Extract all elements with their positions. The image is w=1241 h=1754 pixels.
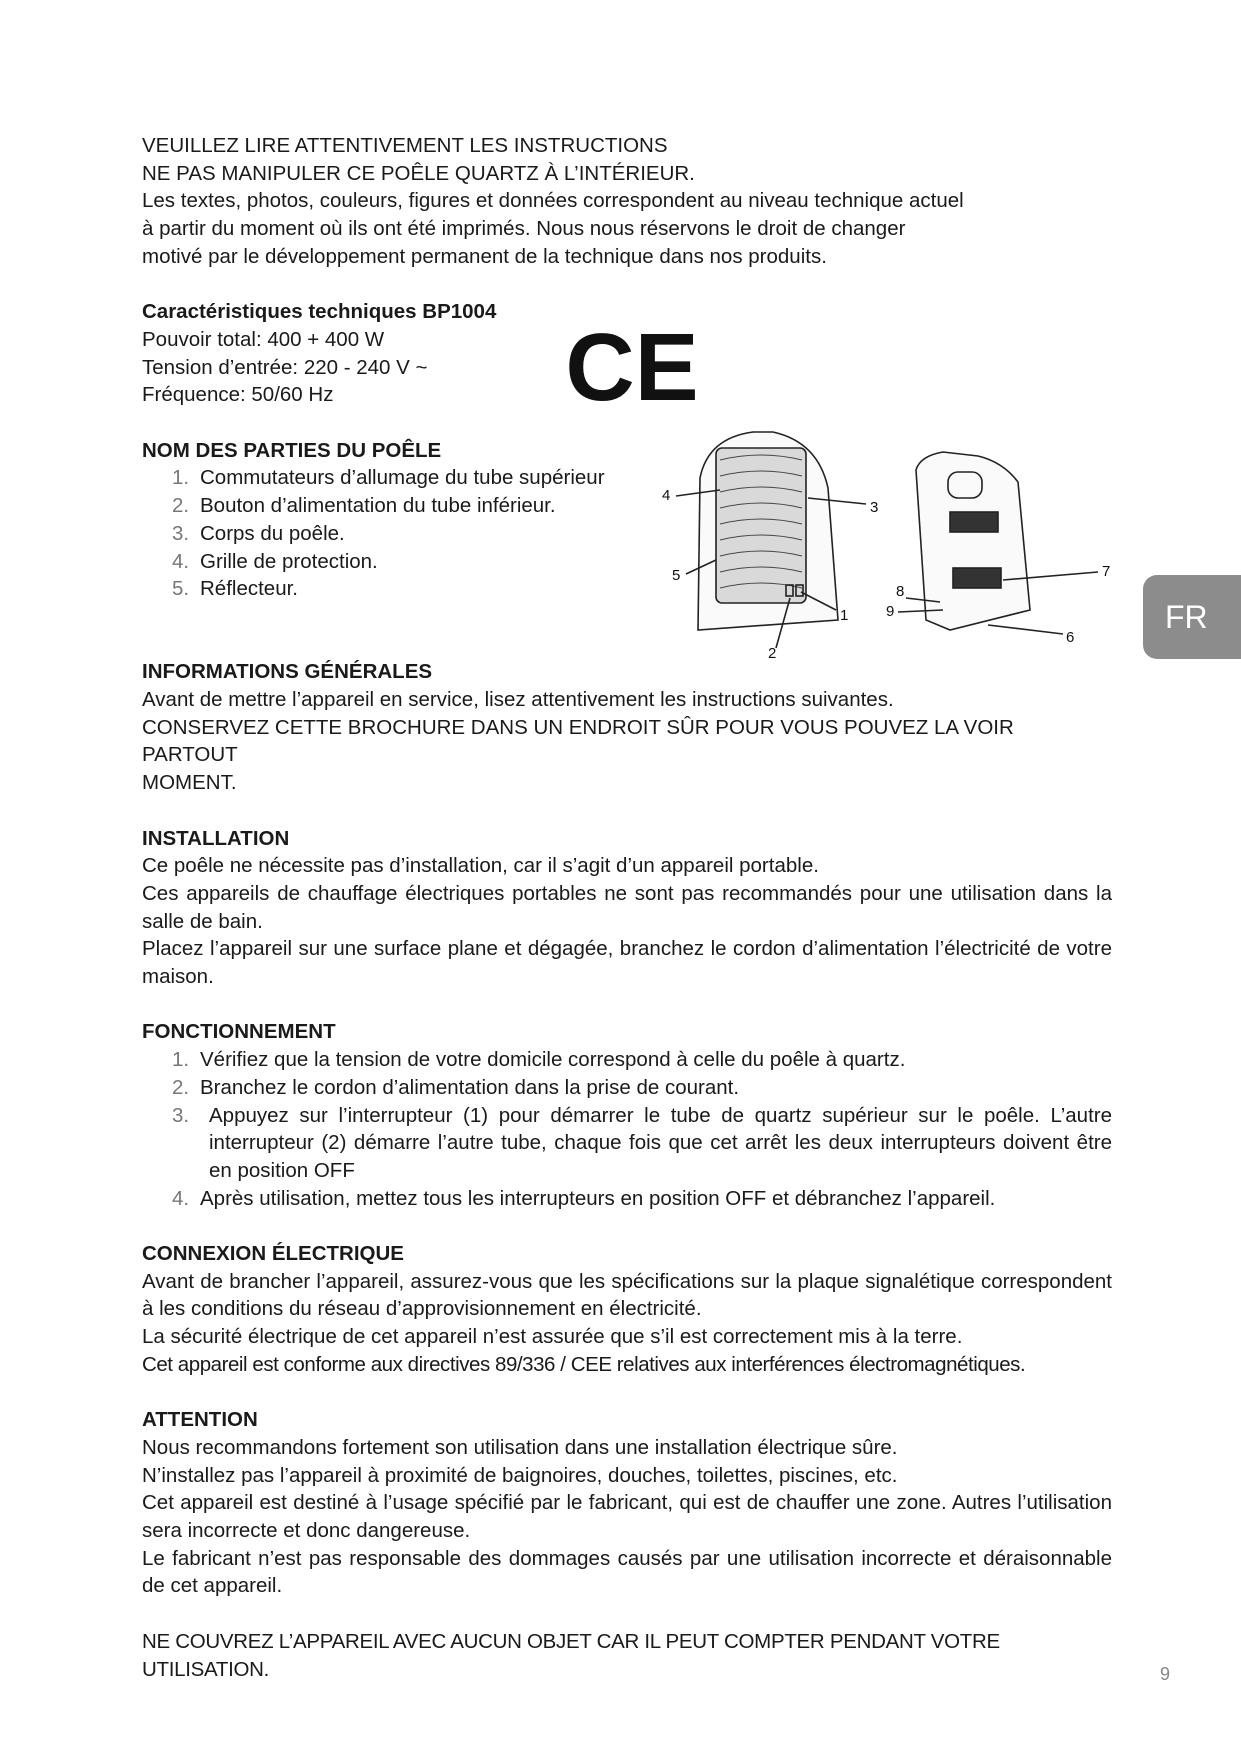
svg-text:CE: CE	[565, 314, 699, 421]
operation-list	[142, 1046, 1112, 1212]
general-title: INFORMATIONS GÉNÉRALES	[142, 660, 433, 684]
electrical-paragraph: La sécurité électrique de cet appareil n’est assurée que s’il est correctement mis à la terre.	[142, 1325, 963, 1349]
spec-line: Fréquence: 50/60 Hz	[142, 383, 334, 407]
electrical-paragraph: Avant de brancher l’appareil, assurez-vous que les spécifications sur la plaque signalétique correspondent à les conditions du réseau d’approvisionnement en électricité.	[142, 1269, 1112, 1321]
list-item: 4. Après utilisation, mettez tous les interrupteurs en position OFF et débranchez l’appareil.	[172, 1186, 996, 1210]
intro-section	[142, 132, 1112, 271]
general-line: CONSERVEZ CETTE BROCHURE DANS UN ENDROIT SÛR POUR VOUS POUVEZ LA VOIR PARTOUT	[142, 715, 1014, 767]
list-item: 5. Réflecteur.	[172, 577, 298, 601]
spec-line: Pouvoir total: 400 + 400 W	[142, 327, 385, 351]
operation-title: FONCTIONNEMENT	[142, 1020, 336, 1044]
general-section	[142, 658, 1112, 797]
electrical-section	[142, 1240, 1112, 1379]
list-item: 2. Branchez le cordon d’alimentation dans la prise de courant.	[172, 1075, 740, 1099]
general-line: MOMENT.	[142, 771, 237, 795]
spec-line: Tension d’entrée: 220 - 240 V ~	[142, 355, 428, 379]
attention-paragraph: Le fabricant n’est pas responsable des dommages causés par une utilisation incorrecte et déraisonnable de cet appareil.	[142, 1546, 1112, 1598]
list-item: 3. Corps du poêle.	[172, 521, 345, 545]
figure-label: 8	[896, 583, 905, 600]
parts-list	[142, 464, 692, 603]
ce-mark-icon	[565, 314, 699, 421]
figure-label: 4	[662, 487, 671, 504]
figure-label: 7	[1102, 563, 1111, 580]
list-item: 2. Bouton d’alimentation du tube inférieur.	[172, 494, 556, 518]
page-number: 9	[1160, 1664, 1171, 1684]
heater-diagram	[658, 420, 1128, 660]
figure-label: 9	[886, 603, 895, 620]
attention-paragraph: N’installez pas l’appareil à proximité de baignoires, douches, toilettes, piscines, etc.	[142, 1463, 898, 1487]
list-item: 3. Appuyez sur l’interrupteur (1) pour démarrer le tube de quartz supérieur sur le poêle. L’autre interrupteur (2) démarre l’autre tube, chaque fois que cet arrêt les deux interrupteurs doivent être en position OFF	[172, 1103, 1112, 1182]
attention-section	[142, 1406, 1112, 1600]
intro-line: motivé par le développement permanent de la technique dans nos produits.	[142, 244, 827, 268]
attention-paragraph: Nous recommandons fortement son utilisation dans une installation électrique sûre.	[142, 1435, 898, 1459]
final-warning: NE COUVREZ L’APPAREIL AVEC AUCUN OBJET CAR IL PEUT COMPTER PENDANT VOTRE UTILISATION.	[142, 1629, 1000, 1681]
specs-section	[142, 298, 572, 409]
parts-title: NOM DES PARTIES DU POÊLE	[142, 438, 442, 462]
electrical-title: CONNEXION ÉLECTRIQUE	[142, 1242, 404, 1266]
list-item: 1. Commutateurs d’allumage du tube supérieur	[172, 466, 605, 490]
figure-label: 2	[768, 645, 777, 662]
intro-line: Les textes, photos, couleurs, figures et données correspondent au niveau technique actuel	[142, 189, 964, 213]
intro-line: NE PAS MANIPULER CE POÊLE QUARTZ À L’INTÉRIEUR.	[142, 161, 695, 185]
list-item: 1. Vérifiez que la tension de votre domicile correspond à celle du poêle à quartz.	[172, 1048, 906, 1072]
list-item: 4. Grille de protection.	[172, 549, 378, 573]
intro-line: VEUILLEZ LIRE ATTENTIVEMENT LES INSTRUCTIONS	[142, 134, 668, 157]
general-line: Avant de mettre l’appareil en service, lisez attentivement les instructions suivantes.	[142, 688, 894, 711]
electrical-paragraph: Cet appareil est conforme aux directives 89/336 / CEE relatives aux interférences électromagnétiques.	[142, 1352, 1026, 1376]
figure-label: 5	[672, 567, 681, 584]
attention-paragraph: Cet appareil est destiné à l’usage spécifié par le fabricant, qui est de chauffer une zone. Autres l’utilisation sera incorrecte et donc dangereuse.	[142, 1491, 1112, 1543]
figure-label: 1	[840, 607, 849, 624]
intro-line: à partir du moment où ils ont été imprimés. Nous nous réservons le droit de changer	[142, 217, 906, 241]
installation-paragraph: Ces appareils de chauffage électriques portables ne sont pas recommandés pour une utilisation dans la salle de bain.	[142, 881, 1112, 933]
attention-title: ATTENTION	[142, 1408, 258, 1432]
installation-section	[142, 825, 1112, 991]
operation-section	[142, 1018, 1112, 1212]
figure-label: 6	[1066, 629, 1075, 646]
language-tab: FR	[1143, 575, 1241, 659]
installation-paragraph: Placez l’appareil sur une surface plane et dégagée, branchez le cordon d’alimentation l’électricité de votre maison.	[142, 937, 1112, 989]
figure-label: 3	[870, 499, 879, 516]
installation-paragraph: Ce poêle ne nécessite pas d’installation, car il s’agit d’un appareil portable.	[142, 854, 819, 878]
specs-title: Caractéristiques techniques BP1004	[142, 300, 497, 324]
installation-title: INSTALLATION	[142, 826, 290, 850]
